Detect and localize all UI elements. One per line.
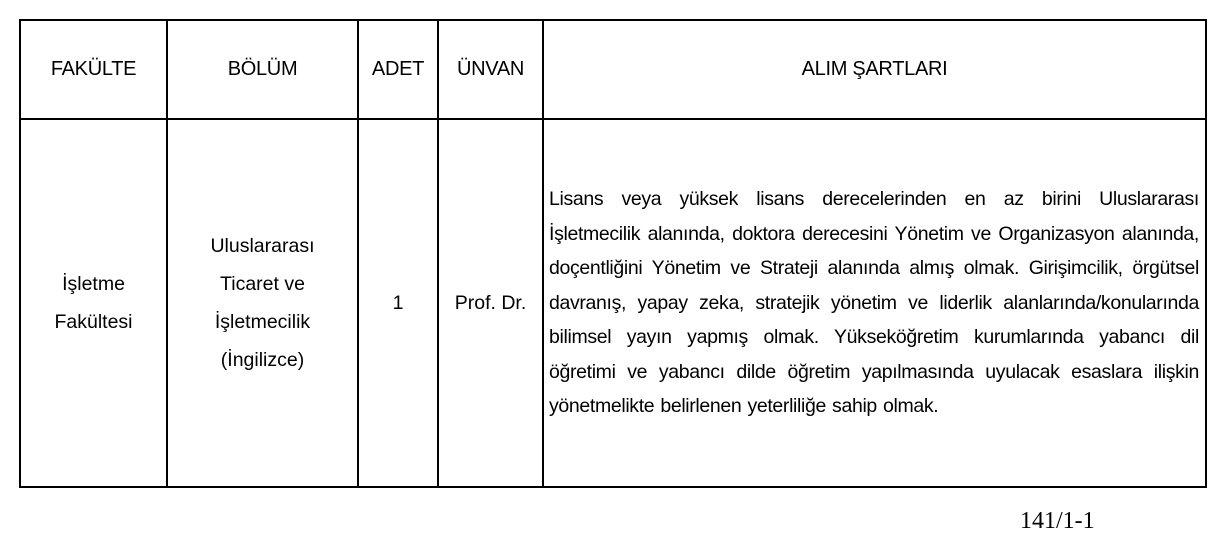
faculty-line: Fakültesi: [54, 311, 133, 333]
table-row: [20, 119, 1206, 487]
cell-title: Prof. Dr.: [438, 119, 543, 487]
department-line: (İngilizce): [220, 349, 305, 371]
header-conditions: ALIM ŞARTLARI: [543, 20, 1206, 119]
table-header-row: [20, 20, 1206, 119]
cell-count: 1: [358, 119, 438, 487]
header-count: ADET: [358, 20, 438, 119]
department-line: Uluslararası: [210, 235, 315, 257]
department-line: Ticaret ve: [220, 273, 305, 295]
header-faculty: FAKÜLTE: [20, 20, 167, 119]
page-code: 141/1-1: [1020, 508, 1095, 534]
cell-conditions: Lisans veya yüksek lisans derecelerinden en az birini Uluslararası İşletmecilik alanında, doktora derecesini Yönetim ve Organizasyon alanında, doçentliğini Yönetim ve Strateji alanında almış olmak. Girişimcilik, örgütsel davranış, yapay zeka, stratejik yönetim ve liderlik alanlarında/konularında bilimsel yayın yapmış olmak. Yükseköğretim kurumlarında yabancı dil öğretimi ve yabancı dilde öğretim yapılmasında uyulacak esaslara ilişkin yönetmelikte belirlenen yeterliliğe sahip olmak.: [543, 119, 1206, 487]
cell-faculty: [20, 119, 167, 487]
cell-department: [167, 119, 358, 487]
faculty-line: İşletme: [62, 273, 125, 295]
header-department: BÖLÜM: [167, 20, 358, 119]
position-listing-table: [19, 19, 1207, 488]
header-title: ÜNVAN: [438, 20, 543, 119]
department-line: İşletmecilik: [214, 311, 311, 333]
